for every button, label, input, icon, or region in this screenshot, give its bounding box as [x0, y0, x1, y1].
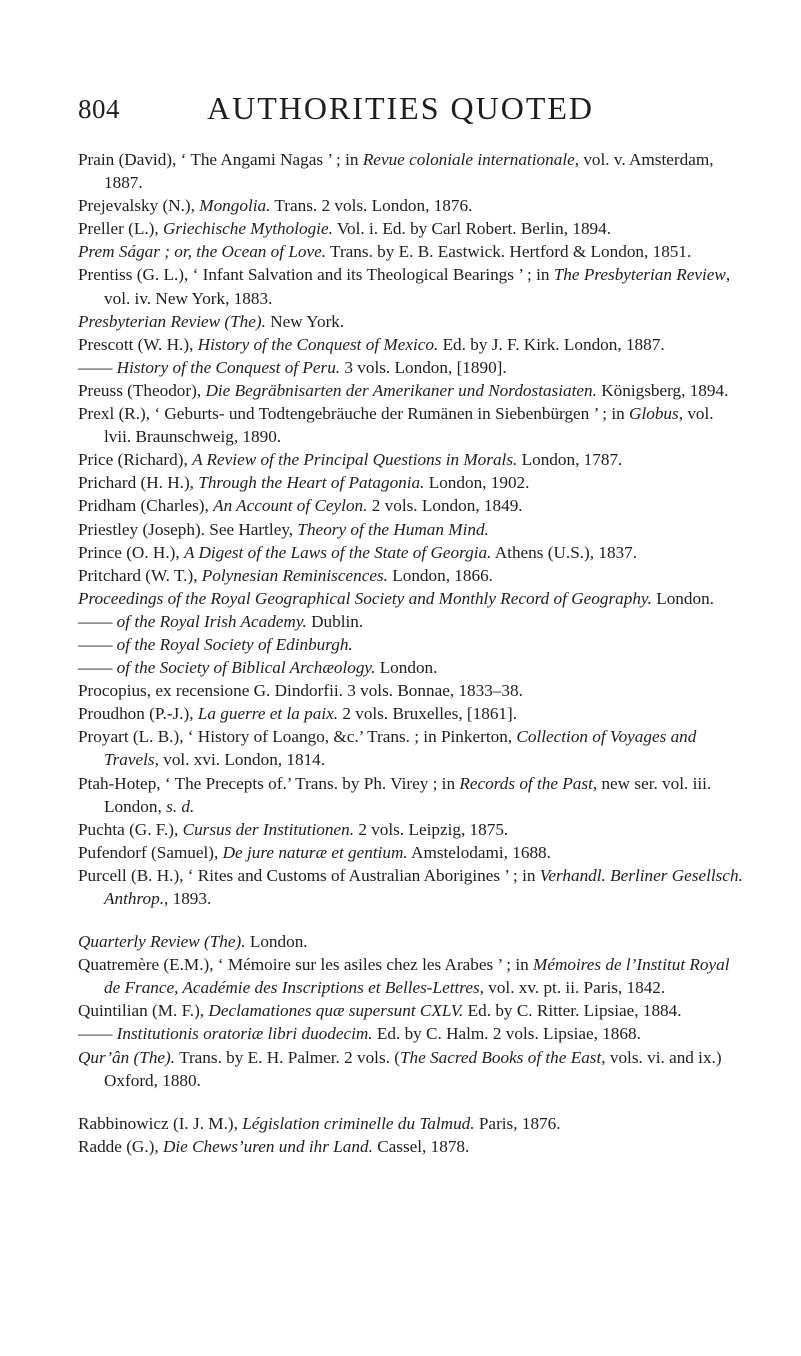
bibliography-entry — [78, 356, 744, 379]
bibliography-entry — [78, 1022, 744, 1045]
bibliography-list — [78, 148, 744, 1158]
entry-text: Prichard (H. H.), — [78, 473, 199, 493]
entry-text: Procopius, ex recensione G. Dindorfii. 3 vols. Bonnae, 1833–38. — [78, 681, 523, 701]
entry-text: Prince (O. H.), — [78, 542, 184, 562]
entry-text: Quatremère (E.M.), ‘ Mémoire sur les asiles chez les Arabes ’ ; in — [78, 955, 533, 975]
entry-text: Proyart (L. B.), ‘ History of Loango, &c.’ Trans. ; in Pinkerton, — [78, 727, 517, 747]
entry-title-italic: The Presbyterian Review — [553, 265, 726, 285]
entry-text: Prescott (W. H.), — [78, 334, 198, 354]
entry-text: Priestley (Joseph). See Hartley, — [78, 519, 298, 539]
entry-title-italic: of the Royal Irish Academy. — [116, 611, 307, 631]
entry-title-italic: Mongolia. — [199, 196, 271, 216]
entry-text: Cassel, 1878. — [372, 1136, 470, 1156]
entry-text: Dublin. — [306, 611, 364, 631]
bibliography-entry — [78, 518, 744, 541]
entry-text: , vol. xvi. London, 1814. — [154, 750, 326, 770]
bibliography-entry — [78, 725, 744, 771]
entry-title-italic: Presbyterian Review (The). — [78, 311, 266, 331]
entry-text: Prejevalsky (N.), — [78, 196, 200, 216]
entry-text: Price (Richard), — [78, 450, 193, 470]
entry-title-italic: Institutionis oratoriæ libri duodecim. — [116, 1024, 373, 1044]
entry-text: , new ser. vol. iii. London, — [104, 773, 712, 816]
page-number: 804 — [78, 94, 120, 124]
entry-text: Prexl (R.), ‘ Geburts- und Todtengebräuche der Rumänen in Siebenbürgen ’ ; in — [78, 404, 630, 424]
entry-text: 3 vols. London, [1890]. — [340, 357, 507, 377]
entry-title-italic: Polynesian Reminiscences. — [201, 565, 388, 585]
entry-text: Pritchard (W. T.), — [78, 565, 202, 585]
entry-text: Paris, 1876. — [474, 1113, 561, 1133]
bibliography-entry — [78, 610, 744, 633]
entry-text: , vol. lvii. Braunschweig, 1890. — [104, 404, 714, 447]
entry-text: Athens (U.S.), 1837. — [491, 542, 638, 562]
entry-title-italic: Collection of Voyages and Travels — [104, 727, 697, 770]
entry-text: , vol. xv. pt. ii. Paris, 1842. — [479, 978, 666, 998]
entry-title-italic: An Account of Ceylon. — [213, 496, 368, 516]
entry-text: Ed. by C. Ritter. Lipsiae, 1884. — [463, 1001, 682, 1021]
bibliography-entry — [78, 864, 744, 910]
entry-text: Prentiss (G. L.), ‘ Infant Salvation and its Theological Bearings ’ ; in — [78, 265, 554, 285]
bibliography-entry — [78, 448, 744, 471]
entry-title-italic: Through the Heart of Patagonia. — [198, 473, 425, 493]
entry-title-italic: Revue coloniale internationale — [362, 150, 575, 169]
entry-text: 2 vols. London, 1849. — [367, 496, 523, 516]
entry-text: Proudhon (P.-J.), — [78, 704, 198, 724]
entry-text: London. — [375, 658, 438, 678]
entry-text: Vol. i. Ed. by Carl Robert. Berlin, 1894. — [332, 219, 612, 239]
entry-text: , 1893. — [164, 889, 212, 908]
bibliography-entry — [78, 999, 744, 1022]
entry-text: London, 1866. — [387, 565, 493, 585]
entry-text: Puchta (G. F.), — [78, 819, 183, 839]
bibliography-entry — [78, 818, 744, 841]
bibliography-entry — [78, 194, 744, 217]
entry-text: Ed. by J. F. Kirk. London, 1887. — [438, 334, 665, 354]
entry-title-italic: La guerre et la paix. — [197, 704, 339, 724]
entry-text: —— — [78, 658, 117, 678]
entry-title-italic: Die Chews’uren und ihr Land. — [162, 1136, 373, 1156]
entry-title-italic: Quarterly Review (The). — [78, 932, 246, 952]
bibliography-entry — [78, 494, 744, 517]
bibliography-entry — [78, 633, 744, 656]
bibliography-entry — [78, 953, 744, 999]
bibliography-entry — [78, 772, 744, 818]
entry-title-italic: The Sacred Books of the East — [399, 1047, 602, 1067]
entry-title-italic: Theory of the Human Mind. — [297, 519, 489, 539]
bibliography-entry — [78, 263, 744, 309]
entry-text: —— — [78, 1024, 117, 1044]
bibliography-entry — [78, 1046, 744, 1092]
entry-title-italic: Proceedings of the Royal Geographical Society and Monthly Record of Geography. — [78, 588, 652, 608]
entry-text: Trans. by E. B. Eastwick. Hertford & London, 1851. — [326, 242, 692, 262]
entry-text: London. — [245, 932, 308, 952]
entry-title-italic: Cursus der Institutionen. — [182, 819, 355, 839]
entry-title-italic: A Digest of the Laws of the State of Georgia. — [183, 542, 492, 562]
bibliography-entry — [78, 587, 744, 610]
entry-title-italic: Records of the Past — [459, 773, 593, 793]
bibliography-entry — [78, 240, 744, 263]
entry-text: Trans. by E. H. Palmer. 2 vols. ( — [175, 1047, 400, 1067]
bibliography-entry — [78, 333, 744, 356]
entry-title-italic: History of the Conquest of Mexico. — [197, 334, 439, 354]
entry-title-italic: Globus — [629, 404, 679, 424]
entry-text: Trans. 2 vols. London, 1876. — [270, 196, 473, 216]
bibliography-entry — [78, 148, 744, 194]
bibliography-entry — [78, 402, 744, 448]
entry-text: Pridham (Charles), — [78, 496, 214, 516]
entry-title-italic: Declamationes quæ supersunt CXLV. — [208, 1001, 464, 1021]
entry-title-italic: Verhandl. Berliner Gesellsch. Anthrop. — [104, 865, 743, 908]
entry-title-italic: Prem Ságar ; or, the Ocean of Love. — [78, 242, 327, 262]
bibliography-entry — [78, 564, 744, 587]
entry-text: London. — [651, 588, 714, 608]
entry-text: , vols. vi. and ix.) Oxford, 1880. — [104, 1047, 722, 1090]
entry-title-italic: A Review of the Principal Questions in Morals. — [192, 450, 518, 470]
entry-text: Ed. by C. Halm. 2 vols. Lipsiae, 1868. — [372, 1024, 641, 1044]
entry-text: 2 vols. Bruxelles, [1861]. — [338, 704, 518, 724]
entry-text: Prain (David), ‘ The Angami Nagas ’ ; in — [78, 150, 363, 169]
bibliography-entry — [78, 841, 744, 864]
bibliography-entry — [78, 702, 744, 725]
entry-text: Purcell (B. H.), ‘ Rites and Customs of Australian Aborigines ’ ; in — [78, 865, 540, 885]
entry-text: Pufendorf (Samuel), — [78, 842, 223, 862]
bibliography-entry — [78, 1112, 744, 1135]
entry-title-italic: of the Society of Biblical Archæology. — [116, 658, 376, 678]
entry-title-italic: of the Royal Society of Edinburgh. — [116, 634, 353, 654]
entry-title-italic: Qur’ân (The). — [78, 1047, 176, 1067]
entry-text: Preuss (Theodor), — [78, 380, 206, 400]
entry-title-italic: Griechische Mythologie. — [162, 219, 333, 239]
entry-text: Königsberg, 1894. — [596, 380, 729, 400]
bibliography-entry — [78, 930, 744, 953]
entry-text: , vol. v. Amsterdam, 1887. — [104, 150, 714, 193]
entry-text: Radde (G.), — [78, 1136, 163, 1156]
entry-text: London, 1787. — [517, 450, 623, 470]
entry-title-italic: De jure naturæ et gentium. — [222, 842, 408, 862]
entry-text: New York. — [265, 311, 345, 331]
bibliography-entry — [78, 379, 744, 402]
entry-text: , vol. iv. New York, 1883. — [104, 265, 731, 308]
bibliography-entry — [78, 471, 744, 494]
entry-text: —— — [78, 357, 117, 377]
entry-title-italic: Mémoires de l’Institut Royal de France, Académie des Inscriptions et Belles-Lettres — [104, 955, 730, 998]
running-title: AUTHORITIES QUOTED — [206, 90, 595, 126]
bibliography-entry — [78, 679, 744, 702]
entry-text: London, 1902. — [424, 473, 530, 493]
entry-text: —— — [78, 634, 117, 654]
entry-title-italic: Législation criminelle du Talmud. — [242, 1113, 475, 1133]
entry-text: Preller (L.), — [78, 219, 163, 239]
bibliography-entry — [78, 310, 744, 333]
entry-title-italic: Die Begräbnisarten der Amerikaner und Nordostasiaten. — [205, 380, 597, 400]
entry-text: 2 vols. Leipzig, 1875. — [354, 819, 509, 839]
bibliography-entry — [78, 1135, 744, 1158]
bibliography-entry — [78, 656, 744, 679]
bibliography-entry — [78, 541, 744, 564]
entry-text: Amstelodami, 1688. — [407, 842, 551, 862]
entry-text: Ptah-Hotep, ‘ The Precepts of.’ Trans. by Ph. Virey ; in — [78, 773, 460, 793]
entry-title-italic: History of the Conquest of Peru. — [116, 357, 341, 377]
entry-text: Quintilian (M. F.), — [78, 1001, 209, 1021]
entry-title-italic: s. d. — [166, 796, 195, 816]
bibliography-entry — [78, 217, 744, 240]
page-header — [0, 90, 801, 130]
entry-text: —— — [78, 611, 117, 631]
entry-text: Rabbinowicz (I. J. M.), — [78, 1113, 243, 1133]
